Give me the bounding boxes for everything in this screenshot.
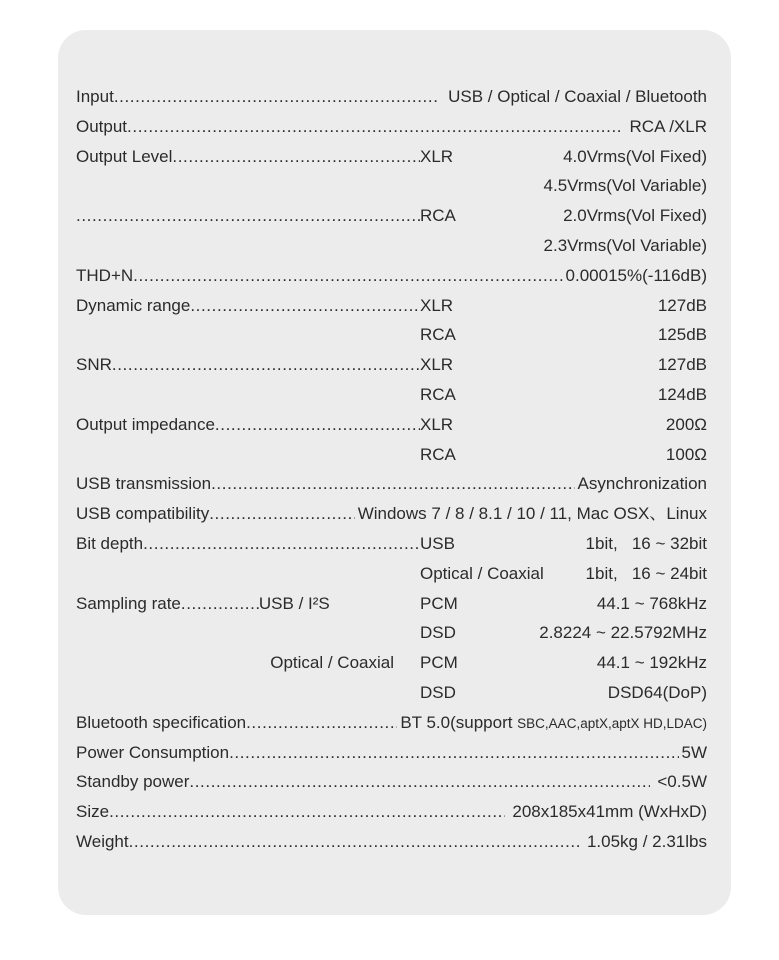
spec-value: BT 5.0(support SBC,AAC,aptX,aptX HD,LDAC)	[400, 712, 707, 732]
spec-interface-label: USB	[420, 533, 455, 553]
dot-leader	[109, 797, 505, 827]
spec-label: Bit depth	[76, 533, 144, 553]
spec-row	[76, 261, 707, 291]
spec-row	[76, 559, 707, 589]
spec-value: 1bit, 16 ~ 32bit	[585, 533, 707, 553]
spec-label: Output Level	[76, 146, 173, 166]
spec-value: Asynchronization	[577, 474, 707, 494]
spec-interface-label: RCA	[420, 206, 456, 226]
spec-label: Dynamic range	[76, 295, 191, 315]
spec-interface-label: DSD	[420, 623, 456, 643]
spec-interface-label: XLR	[420, 414, 454, 434]
spec-value: 44.1 ~ 768kHz	[596, 593, 707, 613]
spec-value: DSD64(DoP)	[607, 682, 707, 702]
spec-label: Output impedance	[76, 414, 215, 434]
spec-value: 2.8224 ~ 22.5792MHz	[539, 623, 707, 643]
spec-row	[76, 142, 707, 172]
spec-row	[76, 440, 707, 470]
spec-value: USB / Optical / Coaxial / Bluetooth	[443, 87, 707, 106]
spec-value: 4.5Vrms(Vol Variable)	[543, 176, 707, 196]
dot-leader	[181, 589, 259, 619]
spec-value-small: SBC,AAC,aptX,aptX HD,LDAC)	[517, 715, 707, 731]
spec-value: 5W	[681, 742, 707, 762]
spec-value: 0.00015%(-116dB)	[565, 265, 707, 285]
spec-row	[76, 469, 707, 499]
spec-value: RCA /XLR	[624, 116, 707, 136]
spec-interface-label: XLR	[420, 146, 454, 166]
spec-row	[76, 320, 707, 350]
spec-value: 2.0Vrms(Vol Fixed)	[563, 206, 707, 226]
spec-row	[76, 291, 707, 321]
spec-row	[76, 82, 707, 112]
spec-interface-label: RCA	[420, 325, 456, 345]
dot-leader	[189, 767, 649, 797]
spec-label: Output	[76, 116, 128, 136]
spec-left-cell	[76, 350, 420, 380]
dot-leader	[133, 261, 562, 291]
spec-label: USB compatibility	[76, 504, 210, 524]
dot-leader	[209, 499, 354, 529]
spec-row	[76, 648, 707, 678]
spec-left-cell	[76, 589, 420, 619]
spec-label: Power Consumption	[76, 742, 230, 762]
spec-left-cell	[76, 529, 420, 559]
dot-leader	[127, 112, 622, 142]
spec-row	[76, 380, 707, 410]
spec-value: 1.05kg / 2.31lbs	[582, 831, 707, 851]
spec-row	[76, 112, 707, 142]
spec-value: 2.3Vrms(Vol Variable)	[543, 235, 707, 255]
spec-row	[76, 827, 707, 857]
spec-row	[76, 499, 707, 529]
dot-leader	[211, 469, 574, 499]
spec-row	[76, 589, 707, 619]
spec-left-cell	[76, 201, 420, 231]
spec-label: Standby power	[76, 772, 190, 792]
dot-leader	[129, 827, 580, 857]
spec-interface-label: RCA	[420, 444, 456, 464]
spec-row	[76, 350, 707, 380]
dot-leader	[246, 708, 397, 738]
spec-label: SNR	[76, 355, 112, 375]
spec-value: Windows 7 / 8 / 8.1 / 10 / 11, Mac OSX、Linux	[357, 504, 707, 524]
spec-left-cell	[76, 291, 420, 321]
spec-row	[76, 171, 707, 201]
spec-left-cell	[76, 648, 420, 678]
spec-value: 200Ω	[665, 414, 707, 434]
dot-leader	[112, 350, 420, 380]
spec-interface-label: Optical / Coaxial	[420, 563, 544, 583]
spec-left-cell	[76, 142, 420, 172]
spec-label: Sampling rate	[76, 593, 181, 613]
spec-interface-label: XLR	[420, 295, 454, 315]
dot-leader	[143, 529, 420, 559]
spec-interface-label: PCM	[420, 653, 458, 673]
spec-value: <0.5W	[652, 772, 707, 792]
spec-value: 127dB	[657, 355, 707, 375]
spec-row	[76, 738, 707, 768]
spec-interface-label: RCA	[420, 384, 456, 404]
dot-leader	[172, 142, 420, 172]
spec-row	[76, 618, 707, 648]
spec-row	[76, 231, 707, 261]
dot-leader	[229, 738, 678, 768]
spec-row	[76, 797, 707, 827]
spec-value: 100Ω	[665, 444, 707, 464]
spec-label: Size	[76, 802, 110, 822]
spec-value: 124dB	[657, 384, 707, 404]
spec-row	[76, 767, 707, 797]
dot-leader	[114, 82, 441, 112]
spec-value: 125dB	[657, 325, 707, 345]
spec-row	[76, 529, 707, 559]
spec-left-cell	[76, 410, 420, 440]
spec-value: 127dB	[657, 295, 707, 315]
spec-interface-label: XLR	[420, 355, 454, 375]
spec-label: Bluetooth specification	[76, 712, 247, 732]
spec-row	[76, 678, 707, 708]
spec-value: 44.1 ~ 192kHz	[596, 653, 707, 673]
dot-leader	[190, 291, 420, 321]
dot-leader	[215, 410, 420, 440]
spec-row	[76, 201, 707, 231]
spec-value: 4.0Vrms(Vol Fixed)	[563, 146, 707, 166]
spec-value: 208x185x41mm (WxHxD)	[507, 802, 707, 822]
spec-value: 1bit, 16 ~ 24bit	[585, 563, 707, 583]
spec-row	[76, 410, 707, 440]
spec-sub-label: Optical / Coaxial	[270, 653, 394, 673]
spec-row	[76, 708, 707, 738]
spec-interface-label: PCM	[420, 593, 458, 613]
spec-label: THD+N	[76, 265, 134, 285]
spec-label: USB transmission	[76, 474, 212, 494]
spec-card	[58, 30, 731, 915]
spec-interface-label: DSD	[420, 682, 456, 702]
spec-label: Weight	[76, 831, 129, 851]
dot-leader	[76, 201, 420, 231]
spec-label: Input	[76, 87, 114, 106]
spec-sub-label: USB / I²S	[258, 593, 330, 613]
